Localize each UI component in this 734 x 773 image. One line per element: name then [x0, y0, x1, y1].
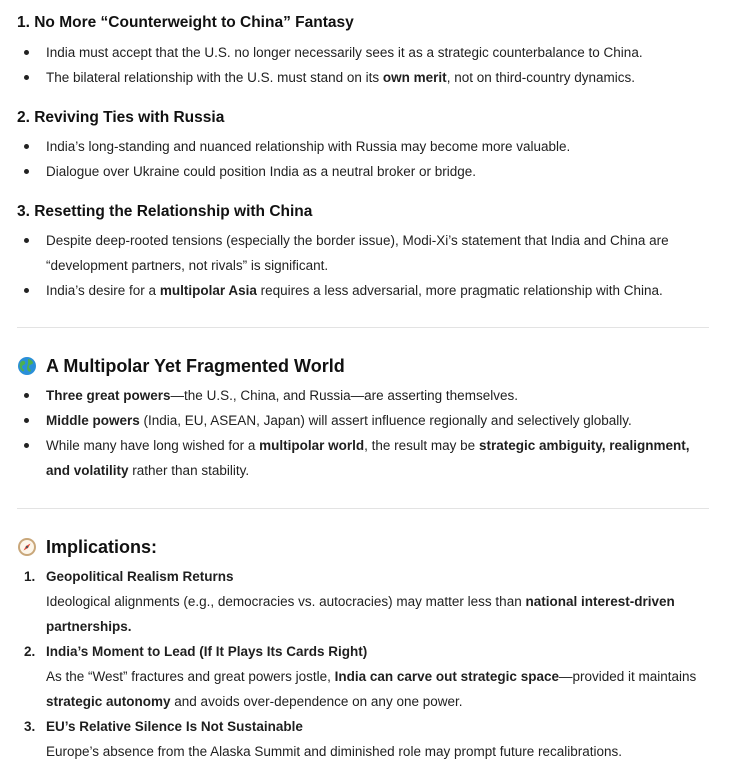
text-run: India’s long-standing and nuanced relationship with Russia may become more valuable. — [46, 139, 571, 154]
implication-body — [46, 594, 675, 634]
text-run: India’s desire for a — [46, 283, 160, 298]
text-run: , the result may be — [364, 438, 479, 453]
item-number: 3. — [24, 719, 36, 734]
text-run: , not on third-country dynamics. — [446, 70, 636, 85]
text-run: Dialogue over Ukraine could position India as a neutral broker or bridge. — [46, 164, 476, 179]
text-run: While many have long wished for a — [46, 438, 260, 453]
implication-heading: India’s Moment to Lead (If It Plays Its Cards Right) — [46, 644, 368, 659]
text-run: —provided it maintains — [558, 669, 697, 684]
bold-text: multipolar world — [259, 438, 365, 453]
bullet-item — [17, 159, 717, 184]
text-run: requires a less adversarial, more pragmatic relationship with China. — [256, 283, 663, 298]
bullet-item — [17, 383, 717, 408]
implication-body — [46, 744, 622, 759]
item-number: 2. — [24, 644, 36, 659]
bold-text: strategic ambiguity, realignment, and volatility — [46, 438, 690, 478]
bullet-list — [17, 228, 717, 303]
implication-item — [17, 564, 717, 639]
divider — [17, 327, 709, 328]
implication-body — [46, 669, 696, 709]
bullet-item — [17, 433, 717, 483]
implication-item — [17, 639, 717, 714]
text-run: rather than stability. — [128, 463, 250, 478]
bullet-item — [17, 228, 717, 278]
divider — [17, 508, 709, 509]
bold-text: India can carve out strategic space — [334, 669, 559, 684]
bullet-item — [17, 40, 717, 65]
bullet-list — [17, 383, 717, 483]
compass-icon — [17, 537, 37, 557]
text-run: Europe’s absence from the Alaska Summit and diminished role may prompt future recalibrations. — [46, 744, 623, 759]
bold-text: strategic autonomy — [46, 694, 171, 709]
implications-title: Implications: — [46, 537, 158, 557]
text-run: The bilateral relationship with the U.S. must stand on its — [46, 70, 383, 85]
implications-heading — [17, 535, 157, 559]
bold-text: own merit — [382, 70, 447, 85]
bold-text: Middle powers — [46, 413, 140, 428]
bold-text: Three great powers — [46, 388, 171, 403]
bullet-item — [17, 134, 717, 159]
text-run: Despite deep-rooted tensions (especially the border issue), Modi-Xi’s statement that India and China are “development partners, not rivals” is significant. — [46, 233, 669, 273]
item-number: 1. — [24, 569, 36, 584]
bold-text: national interest-driven partnerships. — [46, 594, 675, 634]
text-run: Ideological alignments (e.g., democracies vs. autocracies) may matter less than — [46, 594, 526, 609]
world-heading — [17, 354, 345, 378]
globe-icon — [17, 356, 37, 376]
bullet-item — [17, 408, 717, 433]
world-title: A Multipolar Yet Fragmented World — [46, 356, 345, 376]
text-run: (India, EU, ASEAN, Japan) will assert influence regionally and selectively globally. — [139, 413, 632, 428]
section-heading: 2. Reviving Ties with Russia — [17, 109, 225, 126]
implications-list — [17, 564, 717, 764]
text-run: As the “West” fractures and great powers jostle, — [46, 669, 335, 684]
section-heading: 1. No More “Counterweight to China” Fantasy — [17, 14, 354, 31]
bullet-item — [17, 65, 717, 90]
bullet-list — [17, 134, 717, 184]
bullet-list — [17, 40, 717, 90]
implication-heading: EU’s Relative Silence Is Not Sustainable — [46, 719, 303, 734]
implication-heading: Geopolitical Realism Returns — [46, 569, 234, 584]
text-run: India must accept that the U.S. no longer necessarily sees it as a strategic counterbalance to China. — [46, 45, 643, 60]
implication-item — [17, 714, 717, 764]
text-run: and avoids over-dependence on any one power. — [170, 694, 463, 709]
bold-text: multipolar Asia — [159, 283, 257, 298]
text-run: —the U.S., China, and Russia—are asserting themselves. — [170, 388, 518, 403]
section-heading: 3. Resetting the Relationship with China — [17, 203, 313, 220]
bullet-item — [17, 278, 717, 303]
